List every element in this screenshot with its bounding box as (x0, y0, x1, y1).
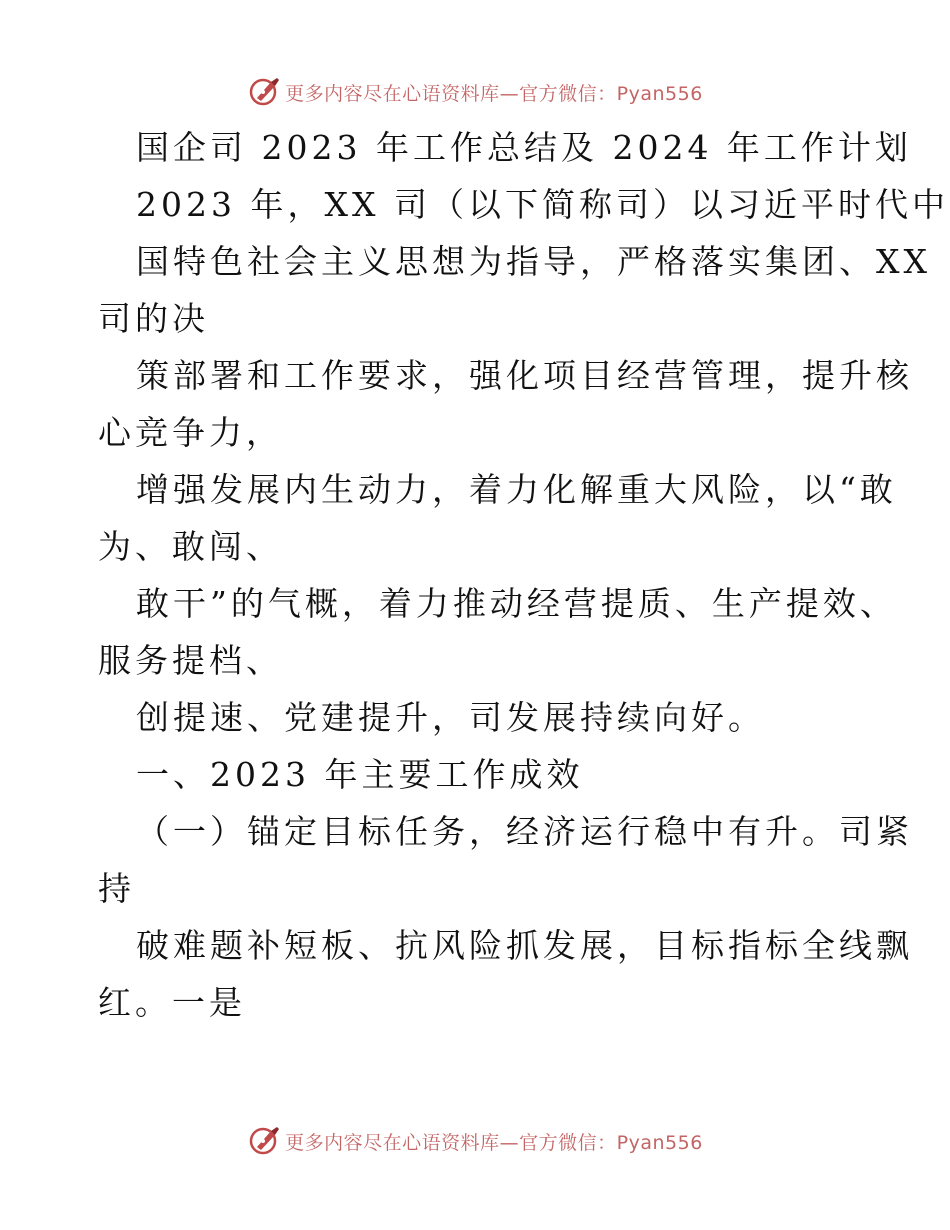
watermark-text: 更多内容尽在心语资料库—官方微信：Pyan556 (285, 1131, 703, 1154)
paragraph-line: 红。一是 (98, 983, 246, 1022)
doc-title: 国企司 2023 年工作总结及 2024 年工作计划 (136, 128, 912, 167)
pen-nib-circle-icon (247, 74, 283, 110)
paragraph-line: （一）锚定目标任务，经济运行稳中有升。司紧 (136, 812, 913, 851)
pen-nib-circle-icon (247, 1123, 283, 1159)
footer-watermark (0, 1121, 950, 1161)
paragraph-line: 2023 年，XX 司（以下简称司）以习近平时代中 (136, 185, 949, 224)
paragraph-line: 持 (98, 869, 135, 908)
paragraph-line: 国特色社会主义思想为指导，严格落实集团、XX (136, 242, 931, 281)
paragraph-line: 创提速、党建提升，司发展持续向好。 (136, 698, 765, 737)
paragraph-line: 司的决 (98, 299, 209, 338)
paragraph-line: 服务提档、 (98, 641, 283, 680)
section-heading: 一、2023 年主要工作成效 (136, 755, 584, 794)
watermark-text: 更多内容尽在心语资料库—官方微信：Pyan556 (285, 82, 703, 105)
header-watermark (0, 72, 950, 112)
paragraph-line: 破难题补短板、抗风险抓发展，目标指标全线飘 (136, 926, 913, 965)
paragraph-line: 策部署和工作要求，强化项目经营管理，提升核 (136, 356, 913, 395)
paragraph-line: 为、敢闯、 (98, 527, 283, 566)
paragraph-line: 增强发展内生动力，着力化解重大风险，以“敢 (136, 470, 897, 509)
paragraph-line: 敢干”的气概，着力推动经营提质、生产提效、 (136, 584, 897, 623)
paragraph-line: 心竞争力， (98, 413, 283, 452)
